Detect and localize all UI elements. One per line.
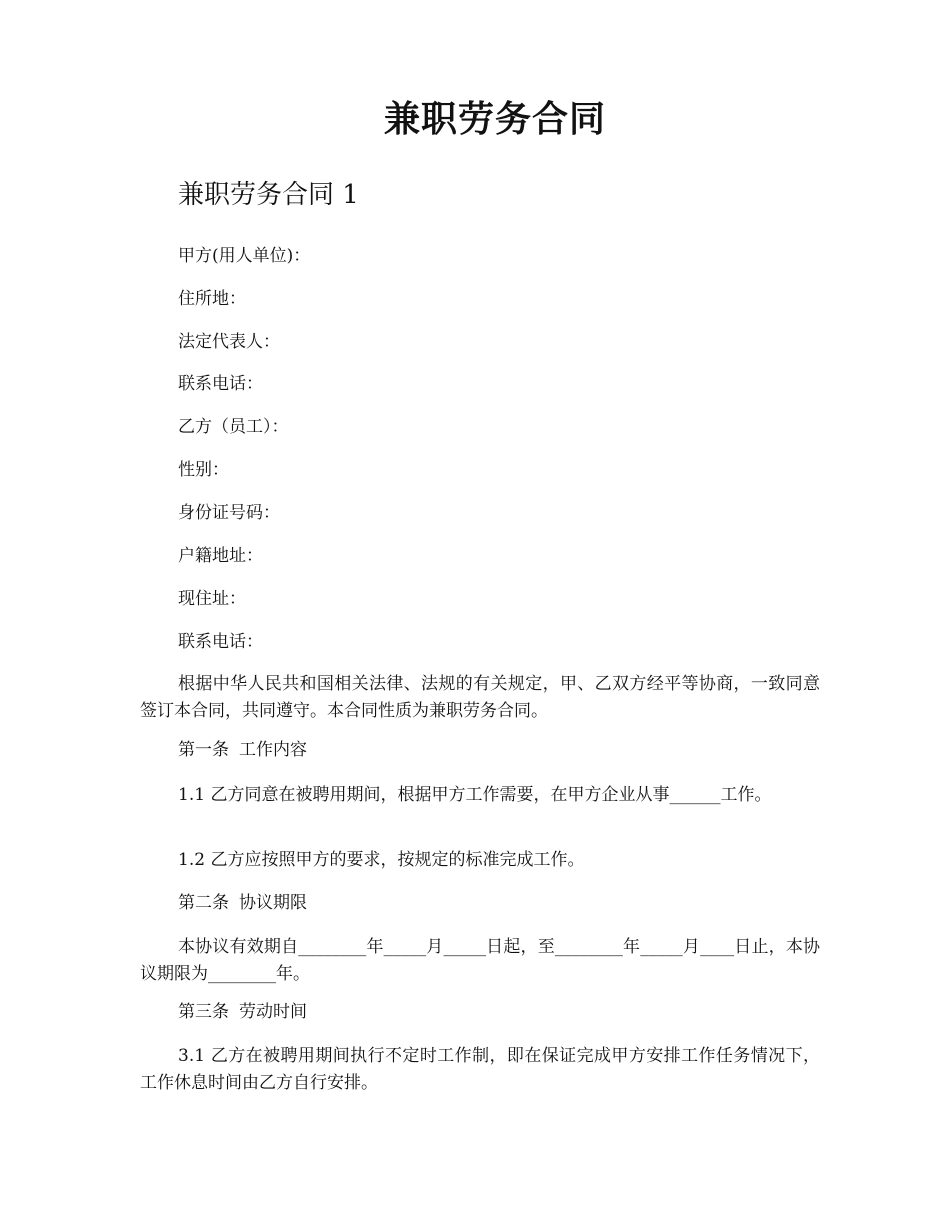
article-3-heading [178, 999, 307, 1025]
party-b-household-address-field: 户籍地址： [178, 546, 263, 566]
clause-1-1-paragraph: 1.1 乙方同意在被聘用期间，根据甲方工作需要，在甲方企业从事______工作。 [178, 785, 772, 805]
article-3-number: 第三条 [178, 1002, 229, 1022]
party-b-current-address-field: 现住址： [178, 589, 246, 609]
preamble-paragraph: 根据中华人民共和国相关法律、法规的有关规定，甲、乙双方经平等协商，一致同意签订本合同，共同遵守。本合同性质为兼职劳务合同。 [140, 674, 820, 721]
party-b-gender-field: 性别： [178, 460, 229, 480]
party-a-address-field: 住所地： [178, 289, 246, 309]
party-a-representative-field: 法定代表人： [178, 332, 280, 352]
article-2-number: 第二条 [178, 893, 229, 913]
document-title: 兼职劳务合同 [383, 98, 606, 140]
clause-3-1-paragraph: 3.1 乙方在被聘用期间执行不定时工作制，即在保证完成甲方安排工作任务情况下，工作休息时间由乙方自行安排。 [140, 1046, 820, 1093]
party-b-id-number-field: 身份证号码： [178, 503, 280, 523]
article-2-heading [178, 890, 307, 916]
party-a-name-field: 甲方(用人单位)： [178, 246, 311, 266]
article-1-heading [178, 737, 307, 763]
article-1-title: 工作内容 [239, 740, 307, 760]
section-title: 兼职劳务合同 1 [178, 180, 359, 210]
article-3-title: 劳动时间 [239, 1002, 307, 1022]
party-b-phone-field: 联系电话： [178, 632, 263, 652]
article-1-number: 第一条 [178, 740, 229, 760]
clause-1-2-paragraph: 1.2 乙方应按照甲方的要求，按规定的标准完成工作。 [178, 850, 585, 870]
party-a-phone-field: 联系电话： [178, 374, 263, 394]
article-2-title: 协议期限 [239, 893, 307, 913]
article-2-paragraph: 本协议有效期自________年_____月_____日起，至________年_____月____日止，本协议期限为________年。 [140, 937, 820, 984]
party-b-name-field: 乙方（员工）： [178, 417, 289, 437]
